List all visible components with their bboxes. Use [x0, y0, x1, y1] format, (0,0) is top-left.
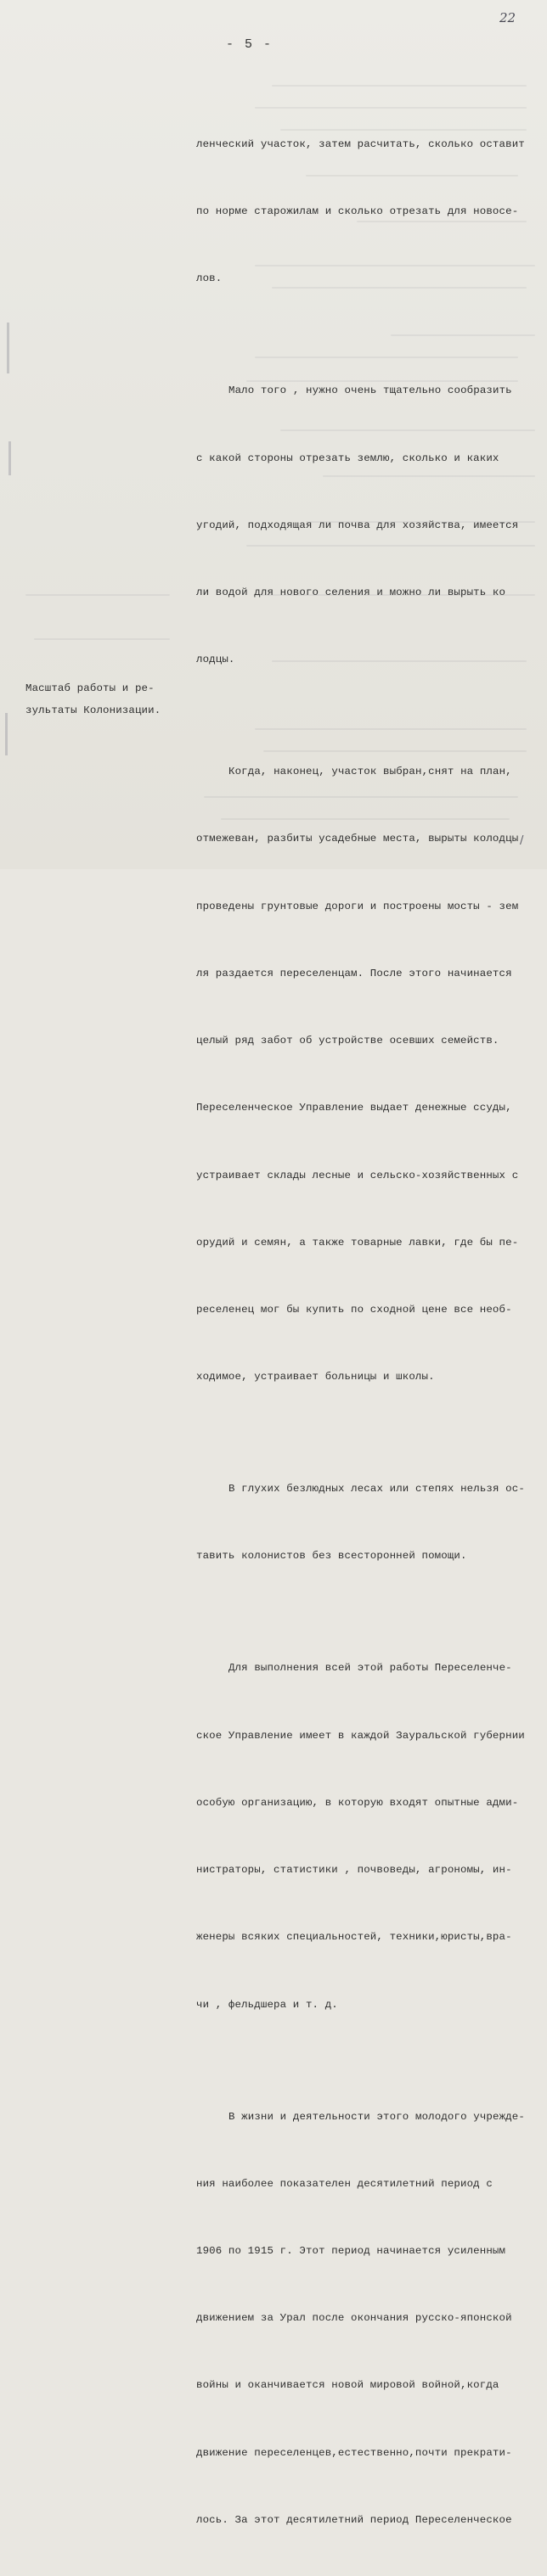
text-line: Когда, наконец, участок выбран,снят на план, — [228, 766, 512, 778]
margin-heading-line: зультаты Колонизации. — [25, 704, 161, 717]
text-line: тавить колонистов без всесторонней помощи. — [196, 1550, 467, 1563]
paragraph-2 — [196, 334, 543, 716]
text-line: движение переселенцев,естественно,почти прекрати- — [196, 2446, 512, 2459]
paragraph-3 — [196, 716, 543, 1433]
text-line: лов. — [196, 272, 223, 285]
text-line: ля раздается переселенцам. После этого начинается — [196, 967, 512, 979]
text-line: орудий и семян, а также товарные лавки, где бы пе- — [196, 1236, 519, 1249]
text-line: чи , фельдшера и т. д. — [196, 1998, 338, 2011]
page-number: - 5 - — [226, 37, 274, 52]
text-line: женеры всяких специальностей, техники,юристы,вра- — [196, 1931, 512, 1944]
body-text — [196, 88, 543, 2576]
text-line: нистраторы, статистики , почвоведы, агрономы, ин- — [196, 1864, 512, 1877]
text-line: отмежеван, разбиты усадебные места, вырыты колодцы — [196, 833, 519, 845]
text-line: ходимое, устраивает больницы и школы. — [196, 1371, 435, 1383]
text-line: угодий, подходящая ли почва для хозяйства, имеется — [196, 519, 519, 531]
binding-edge-mark — [5, 713, 8, 755]
corner-pen-mark: / — [520, 834, 524, 847]
text-line: ния наиболее показателен десятилетний период с — [196, 2177, 493, 2190]
text-line: лодцы. — [196, 654, 235, 666]
margin-heading-line: Масштаб работы и ре- — [25, 682, 155, 694]
binding-edge-mark — [8, 441, 11, 475]
text-line: с какой стороны отрезать землю, сколько и каких — [196, 452, 499, 464]
archive-sheet-number: 22 — [499, 10, 516, 25]
paragraph-1 — [196, 88, 543, 334]
text-line: ское Управление имеет в каждой Зауральской губернии — [196, 1729, 525, 1742]
text-line: В глухих безлюдных лесах или степях нельзя ос- — [228, 1483, 525, 1496]
text-line: 1906 по 1915 г. Этот период начинается усиленным — [196, 2245, 506, 2257]
binding-edge-mark — [7, 323, 9, 373]
text-line: войны и оканчивается новой мировой войной,когда — [196, 2379, 499, 2392]
text-line: реселенец мог бы купить по сходной цене все необ- — [196, 1303, 512, 1316]
paragraph-6 — [196, 2061, 543, 2576]
text-line: Переселенческое Управление выдает денежные ссуды, — [196, 1102, 512, 1114]
text-line: ленческий участок, затем расчитать, сколько оставит — [196, 137, 525, 150]
text-line: целый ряд забот об устройстве осевших семейств. — [196, 1035, 499, 1047]
paragraph-5 — [196, 1613, 543, 2061]
margin-heading — [25, 677, 195, 722]
paragraph-4 — [196, 1433, 543, 1612]
text-line: Мало того , нужно очень тщательно сообразить — [228, 384, 512, 397]
text-line: особую организацию, в которую входят опытные адми- — [196, 1796, 519, 1809]
text-line: ли водой для нового селения и можно ли вырыть ко — [196, 586, 506, 598]
text-line: Для выполнения всей этой работы Переселенче- — [228, 1662, 512, 1675]
text-line: проведены грунтовые дороги и построены мосты - зем — [196, 900, 519, 912]
text-line: лось. За этот десятилетний период Переселенческое — [196, 2513, 512, 2526]
text-line: по норме старожилам и сколько отрезать для новосе- — [196, 205, 519, 218]
text-line: движением за Урал после окончания русско-японской — [196, 2312, 512, 2325]
text-line: устраивает склады лесные и сельско-хозяйственных с — [196, 1169, 519, 1181]
text-line: В жизни и деятельности этого молодого учрежде- — [228, 2110, 525, 2123]
